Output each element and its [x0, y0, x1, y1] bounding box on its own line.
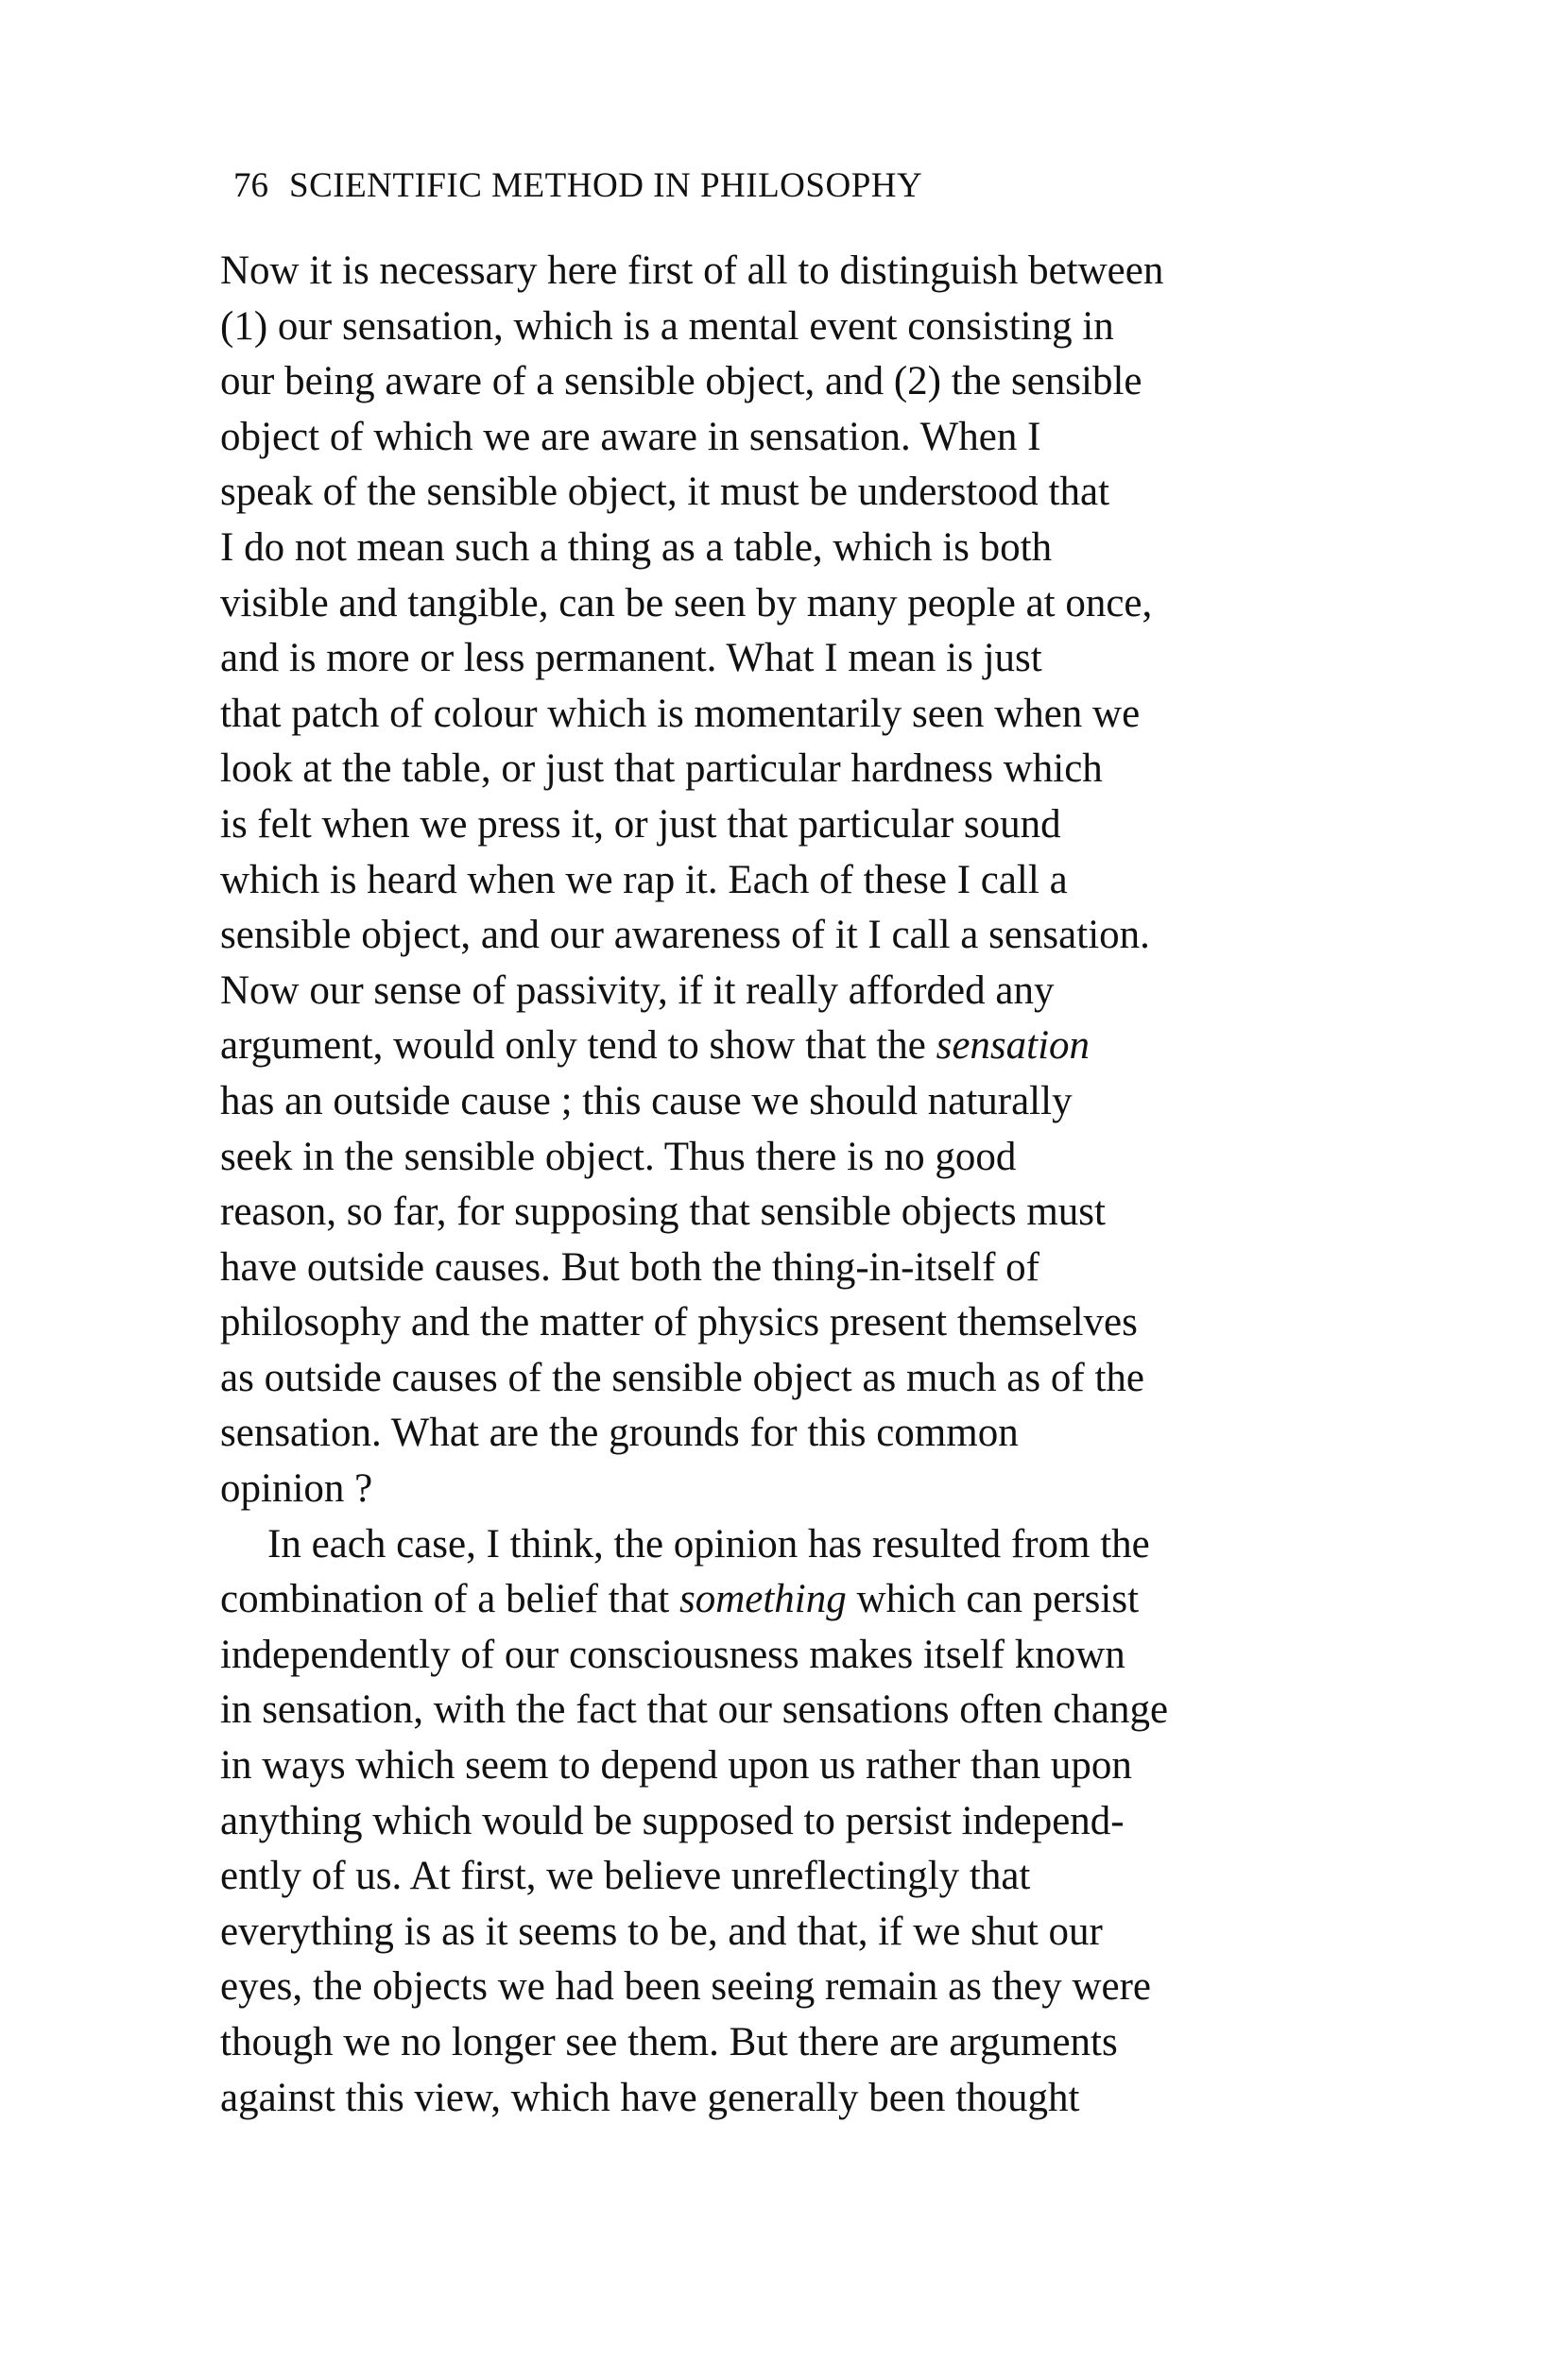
text-line: reason, so far, for supposing that sensible objects must — [220, 1190, 1106, 1235]
text-line: which is heard when we rap it. Each of these I call a — [220, 857, 1068, 902]
text-line: (1) our sensation, which is a mental event consisting in — [220, 303, 1114, 349]
text-line: have outside causes. But both the thing-in-itself of — [220, 1244, 1039, 1290]
paragraph-1 — [220, 244, 1328, 1517]
paragraph-2 — [220, 1517, 1328, 2127]
running-head — [233, 164, 1275, 208]
text-line: everything is as it seems to be, and that, if we shut our — [220, 1909, 1103, 1954]
text-line: independently of our consciousness makes itself known — [220, 1632, 1125, 1677]
text-line: Now our sense of passivity, if it really afforded any — [220, 967, 1055, 1013]
text-line: In each case, I think, the opinion has resulted from the — [267, 1521, 1150, 1567]
italic-emphasis: something — [678, 1577, 847, 1622]
text-line: I do not mean such a thing as a table, which is both — [220, 524, 1053, 570]
text-line: that patch of colour which is momentarily seen when we — [220, 691, 1141, 736]
text-line: Now it is necessary here first of all to distinguish between — [220, 248, 1164, 293]
page-number: 76 — [233, 166, 268, 205]
text-line — [220, 1572, 1328, 1628]
text-line: against this view, which have generally been thought — [220, 2075, 1080, 2120]
text-segment: which can persist — [846, 1577, 1140, 1622]
text-line: object of which we are aware in sensation. When I — [220, 414, 1041, 459]
text-line — [220, 1019, 1328, 1074]
text-line: eyes, the objects we had been seeing remain as they were — [220, 1964, 1152, 2010]
text-line: ently of us. At first, we believe unreflectingly that — [220, 1854, 1031, 1899]
text-segment: combination of a belief that — [220, 1577, 679, 1622]
text-line: in sensation, with the fact that our sensations often change — [220, 1687, 1169, 1733]
text-segment: argument, would only tend to show that the — [220, 1023, 936, 1069]
italic-emphasis: sensation — [936, 1023, 1091, 1069]
text-line: our being aware of a sensible object, and (2) the sensible — [220, 359, 1142, 404]
text-line: in ways which seem to depend upon us rather than upon — [220, 1743, 1132, 1789]
text-line: visible and tangible, can be seen by many people at once, — [220, 580, 1153, 625]
text-line: as outside causes of the sensible object as much as of the — [220, 1355, 1144, 1400]
text-line: speak of the sensible object, it must be understood that — [220, 470, 1110, 515]
text-line: and is more or less permanent. What I mean is just — [220, 636, 1042, 681]
text-line: seek in the sensible object. Thus there is no good — [220, 1134, 1017, 1179]
body-text — [220, 244, 1328, 2126]
text-line: opinion ? — [220, 1466, 373, 1512]
text-line: sensation. What are the grounds for this common — [220, 1411, 1019, 1456]
text-line: philosophy and the matter of physics present themselves — [220, 1300, 1138, 1345]
running-title: SCIENTIFIC METHOD IN PHILOSOPHY — [289, 166, 923, 205]
text-line: anything which would be supposed to persist independ- — [220, 1798, 1125, 1843]
text-line: though we no longer see them. But there are arguments — [220, 2020, 1118, 2064]
text-line: look at the table, or just that particular hardness which — [220, 746, 1103, 792]
text-line: sensible object, and our awareness of it I call a sensation. — [220, 913, 1150, 958]
text-line: has an outside cause ; this cause we should naturally — [220, 1078, 1073, 1123]
text-line: is felt when we press it, or just that particular sound — [220, 801, 1061, 847]
